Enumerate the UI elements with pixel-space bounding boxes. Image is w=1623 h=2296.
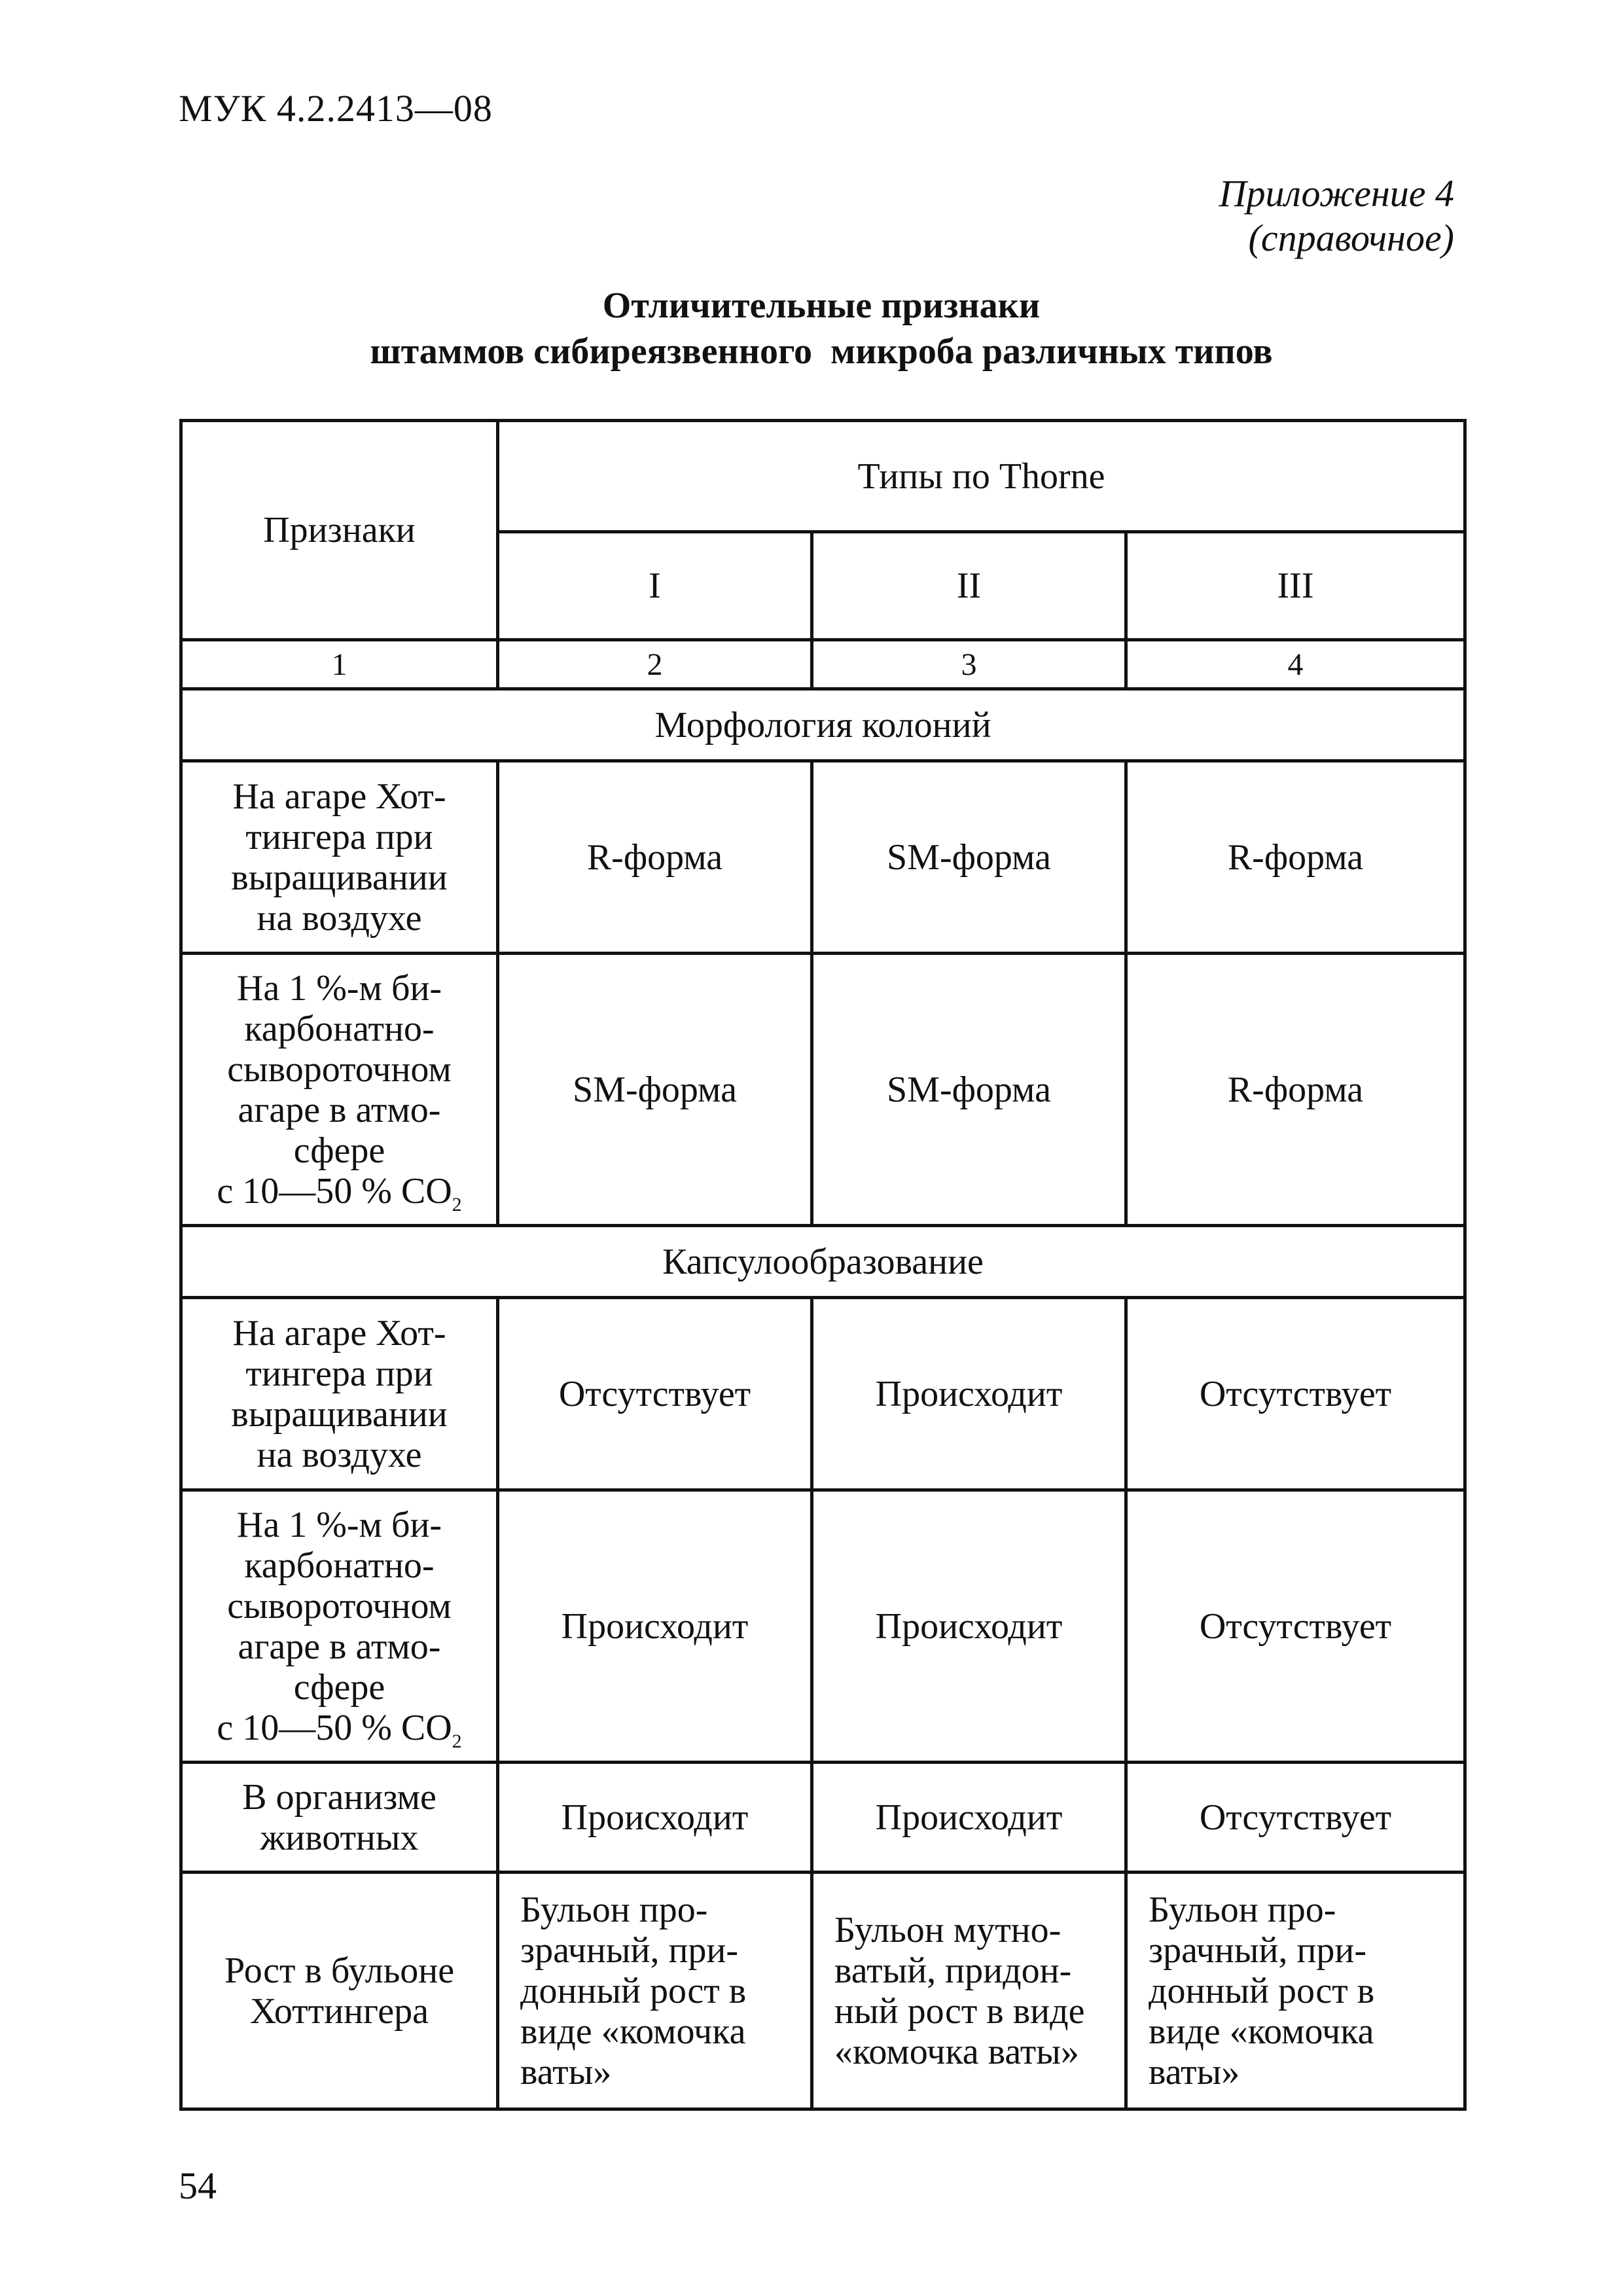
feature-line: тингера при xyxy=(245,816,433,857)
feature-cell xyxy=(181,761,498,954)
table-row xyxy=(181,1490,1465,1763)
value-cell-type-2: SM-форма xyxy=(812,761,1126,954)
value-line: зрачный, при- xyxy=(1149,1929,1367,1971)
feature-line: На 1 %-м би- xyxy=(236,1504,442,1545)
table-row xyxy=(181,954,1465,1226)
value-cell-type-3: R-форма xyxy=(1126,954,1465,1226)
feature-line: На агаре Хот- xyxy=(232,1312,446,1354)
feature-line: животных xyxy=(260,1817,419,1858)
value-cell-type-2: SM-форма xyxy=(812,954,1126,1226)
feature-cell xyxy=(181,1298,498,1490)
table-title-line-1: Отличительные признаки xyxy=(602,285,1041,326)
column-number-row xyxy=(181,640,1465,689)
table-row xyxy=(181,1763,1465,1873)
value-cell-type-1: R-форма xyxy=(498,761,812,954)
value-cell-type-2 xyxy=(812,1873,1126,2109)
table-row xyxy=(181,761,1465,954)
feature-line: сфере xyxy=(293,1666,385,1708)
value-cell-type-3: R-форма xyxy=(1126,761,1465,954)
feature-line: агаре в атмо- xyxy=(238,1626,441,1667)
table-row xyxy=(181,1298,1465,1490)
value-line: Бульон про- xyxy=(520,1889,708,1930)
value-cell-type-1: SM-форма xyxy=(498,954,812,1226)
table-title xyxy=(179,283,1464,374)
feature-cell xyxy=(181,954,498,1226)
header-type-2: II xyxy=(812,532,1126,640)
value-cell-type-1: Происходит xyxy=(498,1490,812,1763)
appendix-number: Приложение 4 xyxy=(1219,172,1454,215)
value-cell-type-2: Происходит xyxy=(812,1763,1126,1873)
feature-line: На 1 %-м би- xyxy=(236,967,442,1009)
header-features: Признаки xyxy=(181,421,498,640)
value-line: ваты» xyxy=(520,2051,612,2092)
value-cell-type-1 xyxy=(498,1873,812,2109)
value-cell-type-3: Отсутствует xyxy=(1126,1763,1465,1873)
table-body xyxy=(181,421,1465,2109)
feature-line: Рост в бульоне xyxy=(224,1950,455,1991)
column-number-2: 2 xyxy=(498,640,812,689)
value-cell-type-3: Отсутствует xyxy=(1126,1298,1465,1490)
table-row xyxy=(181,1873,1465,2109)
value-line: ватый, придон- xyxy=(834,1950,1072,1991)
feature-line xyxy=(183,1707,496,1752)
column-number-4: 4 xyxy=(1126,640,1465,689)
value-line: ный рост в виде xyxy=(834,1990,1085,2032)
section-title: Морфология колоний xyxy=(181,689,1465,761)
value-line: ваты» xyxy=(1149,2051,1240,2092)
page-number: 54 xyxy=(179,2164,217,2207)
header-type-1: I xyxy=(498,532,812,640)
distinctive-features-table xyxy=(179,419,1467,2111)
feature-line: карбонатно- xyxy=(244,1545,435,1586)
table-title-line-2: штаммов сибиреязвенного микроба различных типов xyxy=(370,331,1273,372)
feature-line: карбонатно- xyxy=(244,1008,435,1049)
feature-line xyxy=(183,1170,496,1215)
value-line: донный рост в xyxy=(520,1970,747,2011)
header-type-3: III xyxy=(1126,532,1465,640)
feature-line: на воздухе xyxy=(257,897,422,939)
section-title: Капсулообразование xyxy=(181,1226,1465,1298)
value-cell-type-2: Происходит xyxy=(812,1298,1126,1490)
feature-line: сывороточном xyxy=(227,1049,452,1090)
value-cell-type-3: Отсутствует xyxy=(1126,1490,1465,1763)
column-number-1: 1 xyxy=(181,640,498,689)
value-line: виде «комочка xyxy=(1149,2011,1374,2052)
feature-cell xyxy=(181,1763,498,1873)
feature-line: сывороточном xyxy=(227,1585,452,1626)
feature-co2-text: с 10—50 % CO xyxy=(217,1707,452,1748)
feature-line: Хоттингера xyxy=(250,1990,429,2032)
value-line: «комочка ваты» xyxy=(834,2031,1079,2072)
value-line: зрачный, при- xyxy=(520,1929,739,1971)
column-number-3: 3 xyxy=(812,640,1126,689)
value-line: Бульон про- xyxy=(1149,1889,1336,1930)
value-line: Бульон мутно- xyxy=(834,1909,1061,1950)
appendix-label xyxy=(931,171,1454,260)
section-row xyxy=(181,689,1465,761)
value-line: виде «комочка xyxy=(520,2011,746,2052)
subscript-2: 2 xyxy=(452,1730,462,1752)
feature-cell xyxy=(181,1490,498,1763)
header-thorne-types: Типы по Thorne xyxy=(498,421,1465,532)
appendix-type: (справочное) xyxy=(1248,217,1454,259)
value-cell-type-2: Происходит xyxy=(812,1490,1126,1763)
feature-line: выращивании xyxy=(231,857,448,898)
feature-line: агаре в атмо- xyxy=(238,1089,441,1130)
value-line: донный рост в xyxy=(1149,1970,1375,2011)
feature-line: на воздухе xyxy=(257,1434,422,1475)
header-row-1 xyxy=(181,421,1465,532)
value-cell-type-1: Отсутствует xyxy=(498,1298,812,1490)
feature-line: сфере xyxy=(293,1130,385,1171)
section-row xyxy=(181,1226,1465,1298)
document-code: МУК 4.2.2413—08 xyxy=(179,87,493,130)
feature-line: В организме xyxy=(242,1776,437,1818)
feature-line: тингера при xyxy=(245,1353,433,1394)
subscript-2: 2 xyxy=(452,1193,462,1215)
value-cell-type-3 xyxy=(1126,1873,1465,2109)
feature-line: На агаре Хот- xyxy=(232,776,446,817)
feature-cell xyxy=(181,1873,498,2109)
value-cell-type-1: Происходит xyxy=(498,1763,812,1873)
feature-line: выращивании xyxy=(231,1393,448,1435)
feature-co2-text: с 10—50 % CO xyxy=(217,1170,452,1211)
